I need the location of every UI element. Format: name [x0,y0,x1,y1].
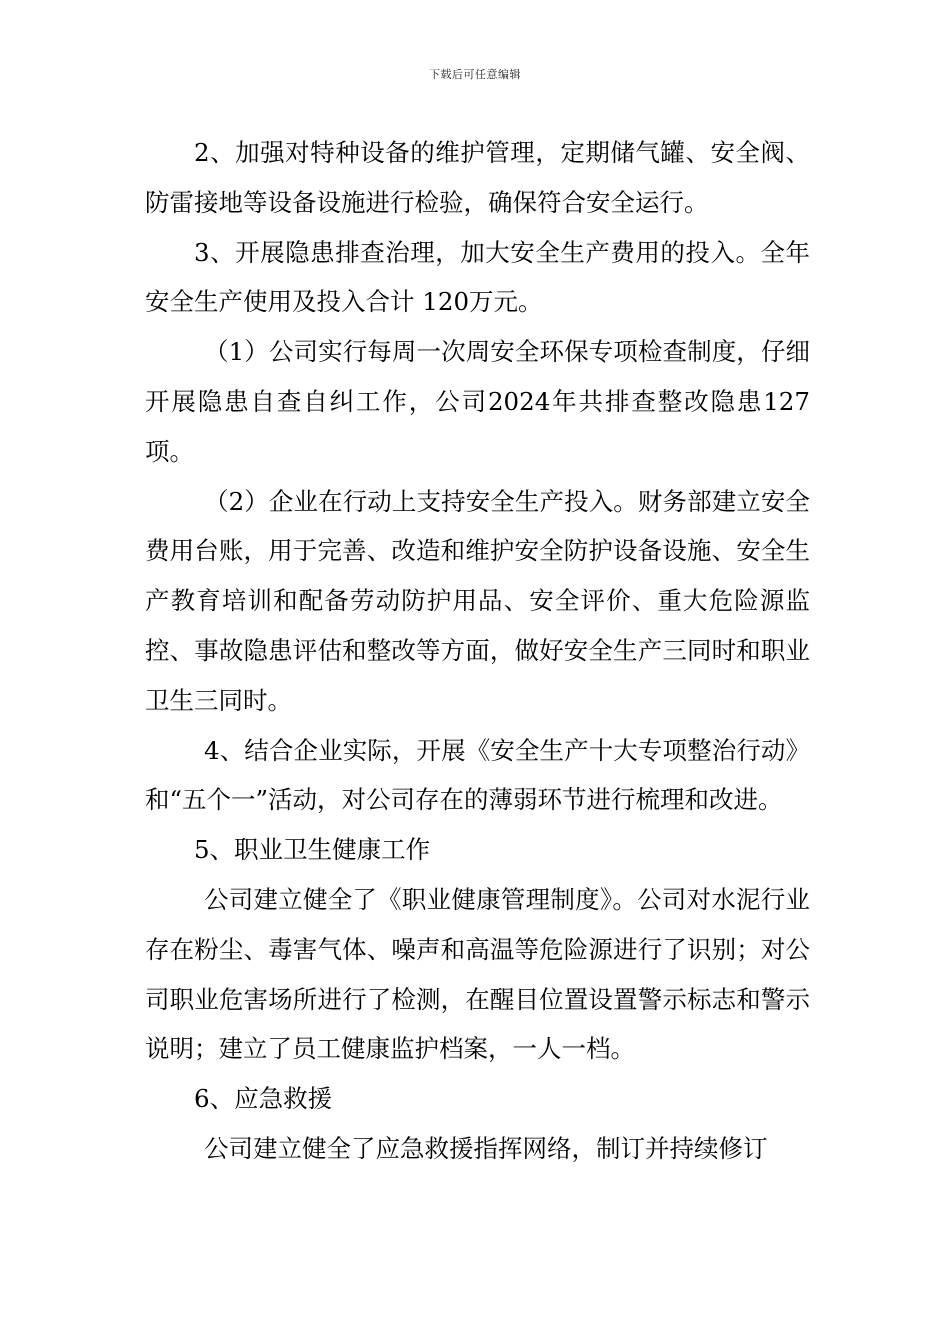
section-heading-emergency-rescue: 6、应急救援 [194,1084,333,1114]
paragraph-weekly-inspection: （1）公司实行每周一次周安全环保专项检查制度，仔细开展隐患自查自纠工作，公司2024年共排查整改隐患127项。 [145,337,810,466]
page-header: 下载后可任意编辑 [429,68,521,81]
paragraph-safety-investment: （2）企业在行动上支持安全生产投入。财务部建立安全费用台账，用于完善、改造和维护安全防护设备设施、安全生产教育培训和配备劳动防护用品、安全评价、重大危险源监控、事故隐患评估和整改等方面，做好安全生产三同时和职业卫生三同时。 [145,486,810,715]
paragraph-special-campaign: 4、结合企业实际，开展《安全生产十大专项整治行动》和“五个一”活动，对公司存在的薄弱环节进行梳理和改进。 [145,735,810,815]
section-heading-occupational-health: 5、职业卫生健康工作 [194,835,431,865]
paragraph-occupational-health: 公司建立健全了《职业健康管理制度》。公司对水泥行业存在粉尘、毒害气体、噪声和高温等危险源进行了识别；对公司职业危害场所进行了检测，在醒目位置设置警示标志和警示说明；建立了员工健康监护档案，一人一档。 [145,884,810,1064]
paragraph-equipment-maintenance: 2、加强对特种设备的维护管理，定期储气罐、安全阀、防雷接地等设备设施进行检验，确保符合安全运行。 [145,138,810,217]
document-body [145,128,810,1174]
paragraph-hazard-investigation: 3、开展隐患排查治理，加大安全生产费用的投入。全年安全生产使用及投入合计 120万元。 [145,237,810,317]
paragraph-emergency-rescue: 公司建立健全了应急救援指挥网络，制订并持续修订 [204,1133,768,1163]
